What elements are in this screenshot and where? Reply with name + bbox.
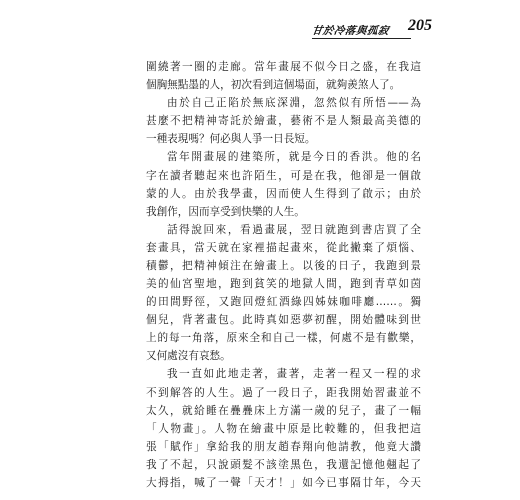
text-line: 我了不起，只說頭髮不該塗黑色，我還記憶他翹起了: [146, 458, 421, 471]
running-header: [312, 13, 492, 41]
text-line: 太久，就給睡在疊疊床上方滿一歲的兒子，畫了一幅: [146, 404, 421, 417]
text-line: 蒙的人。由於我學畫，因而使人生得到了啟示；由於: [146, 187, 421, 200]
running-title: 甘於冷落與孤寂: [311, 25, 390, 37]
text-line: 由於自己正陷於無底深淵，忽然似有所悟——為: [167, 97, 421, 110]
text-line: 積鬱，把精神傾注在繪畫上。以後的日子，我跑到景: [146, 259, 421, 272]
text-line: 又何處沒有哀愁。: [146, 350, 231, 363]
text-line: 的田間野徑，又跑回燈紅酒綠四姊妹咖啡廳……。獨: [146, 296, 421, 309]
text-line: 當年開畫展的建築所，就是今日的香洪。他的名: [167, 151, 421, 164]
text-line: 話得說回來，看過畫展，翌日就跑到書店買了全: [167, 223, 421, 236]
header-rule: [312, 38, 411, 39]
text-line: 字在讀者聽起來也許陌生，可是在我，他卻是一個啟: [146, 169, 421, 182]
text-line: 甚麼不把精神寄託於繪畫，藝術不是人類最高美德的: [146, 115, 421, 128]
text-line: 上的每一角落，原來全和自己一樣，何處不是有歡樂，: [146, 332, 421, 345]
text-line: 大拇指，喊了一聲「天才！」如今已事隔廿年，今天: [146, 476, 421, 489]
text-line: 圍繞著一圈的走廊。當年畫展不似今日之盛，在我這: [146, 61, 421, 73]
text-line: 「人物畫」。人物在繪畫中原是比較難的，但我把這: [146, 422, 421, 435]
text-line: 套畫具，當天就在家裡描起畫來，從此撇棄了煩惱、: [146, 241, 421, 254]
text-line: 我一直如此地走著，畫著，走著一程又一程的求: [167, 368, 421, 381]
text-line: 不到解答的人生。過了一段日子，距我開始習畫並不: [146, 386, 421, 399]
text-line: 美的仙宮聖地，跑到貧笑的地獄人間，跑到青草如茵: [146, 278, 421, 290]
text-line: 我創作，因而享受到快樂的人生。: [146, 205, 305, 218]
text-line: 一種表現嗎？何必與人爭一日長短。: [146, 133, 316, 146]
text-line: 個兒，背著畫包。此時真如惡夢初醒，開始體味到世: [146, 314, 421, 327]
page-number: 205: [408, 17, 432, 34]
text-line: 張「賦作」拿給我的朋友趙春翔向他請教，他竟大讚: [146, 440, 421, 453]
text-line: 個胸無點墨的人，初次看到這個場面，就夠羨煞人了。: [146, 79, 401, 92]
